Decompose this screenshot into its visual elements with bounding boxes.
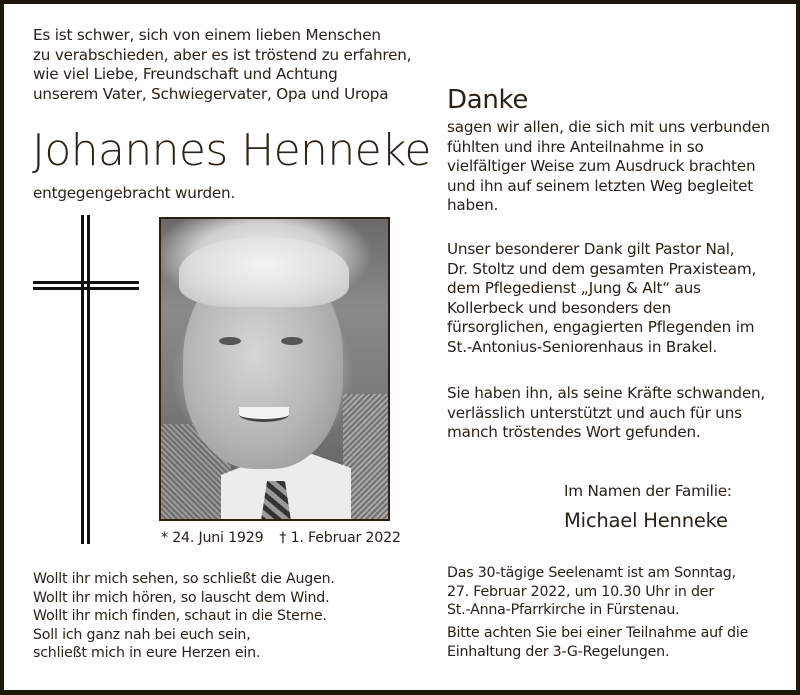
rules-line: Bitte achten Sie bei einer Teilnahme auf die bbox=[447, 625, 749, 641]
thanks-line: sagen wir allen, die sich mit uns verbunden bbox=[447, 118, 770, 136]
poem-line: Wollt ihr mich hören, so lauscht dem Wind. bbox=[33, 589, 330, 606]
cross-vertical-line bbox=[87, 215, 90, 544]
poem-line: schließt mich in eure Herzen ein. bbox=[33, 645, 261, 662]
obituary-notice bbox=[4, 4, 796, 690]
special-thanks-line: fürsorglichen, engagierten Pflegenden im bbox=[447, 318, 755, 337]
mass-line: 27. Februar 2022, um 10.30 Uhr in der bbox=[447, 583, 714, 600]
photo-eye bbox=[219, 337, 241, 345]
intro-line: unserem Vater, Schwiegervater, Opa und Uropa bbox=[33, 84, 389, 103]
deceased-name: Johannes Henneke bbox=[32, 125, 431, 176]
thanks-line: fühlten und ihre Anteilnahme in so bbox=[447, 137, 704, 156]
portrait-photo bbox=[159, 217, 390, 521]
intro-line: Es ist schwer, sich von einem lieben Menschen bbox=[33, 26, 381, 44]
mass-line: Das 30-tägige Seelenamt ist am Sonntag, bbox=[447, 565, 736, 581]
mass-line: St.-Anna-Pfarrkirche in Fürstenau. bbox=[447, 602, 680, 619]
support-text bbox=[447, 384, 765, 443]
death-date: † 1. Februar 2022 bbox=[279, 530, 401, 546]
life-dates bbox=[161, 529, 401, 547]
rules-line: Einhaltung der 3-G-Regelungen. bbox=[447, 643, 670, 660]
signature-label: Im Namen der Familie: bbox=[564, 482, 732, 500]
support-line: Sie haben ihn, als seine Kräfte schwanden, bbox=[447, 384, 766, 402]
after-name-text: entgegengebracht wurden. bbox=[33, 184, 236, 202]
thanks-line: vielfältiger Weise zum Ausdruck brachten bbox=[447, 157, 756, 176]
thanks-title: Danke bbox=[447, 85, 529, 115]
special-thanks-line: Dr. Stoltz und dem gesamten Praxisteam, bbox=[447, 259, 757, 278]
photo-hair bbox=[179, 237, 349, 307]
cross-vertical-line bbox=[81, 215, 84, 544]
support-line: verlässlich unterstützt und auch für uns bbox=[447, 403, 742, 422]
special-thanks-line: Unser besonderer Dank gilt Pastor Nal, bbox=[447, 240, 735, 258]
signature-name: Michael Henneke bbox=[564, 509, 728, 532]
cross-horizontal-line bbox=[33, 281, 139, 284]
photo-eye bbox=[281, 337, 303, 345]
intro-line: wie viel Liebe, Freundschaft und Achtung bbox=[33, 65, 338, 84]
memorial-mass-info bbox=[447, 564, 736, 620]
poem-line: Soll ich ganz nah bei euch sein, bbox=[33, 626, 251, 643]
special-thanks-line: Kollerbeck und besonders den bbox=[447, 298, 671, 317]
special-thanks bbox=[447, 240, 756, 358]
intro-line: zu verabschieden, aber es ist tröstend zu erfahren, bbox=[33, 45, 412, 64]
intro-text bbox=[33, 26, 411, 104]
attendance-rules bbox=[447, 624, 748, 661]
photo-mouth bbox=[239, 407, 289, 422]
cross-horizontal-line bbox=[33, 287, 139, 290]
poem-line: Wollt ihr mich sehen, so schließt die Augen. bbox=[33, 571, 335, 587]
thanks-line: haben. bbox=[447, 196, 499, 215]
thanks-line: und ihn auf seinem letzten Weg begleitet bbox=[447, 176, 754, 195]
birth-date: * 24. Juni 1929 bbox=[161, 530, 264, 546]
cross-icon bbox=[33, 215, 139, 544]
special-thanks-line: dem Pflegedienst „Jung & Alt“ aus bbox=[447, 279, 701, 298]
poem-line: Wollt ihr mich finden, schaut in die Sterne. bbox=[33, 608, 327, 625]
special-thanks-line: St.-Antonius-Seniorenhaus in Brakel. bbox=[447, 337, 718, 356]
thanks-body bbox=[447, 118, 770, 216]
support-line: manch tröstendes Wort gefunden. bbox=[447, 423, 701, 442]
poem bbox=[33, 570, 335, 663]
